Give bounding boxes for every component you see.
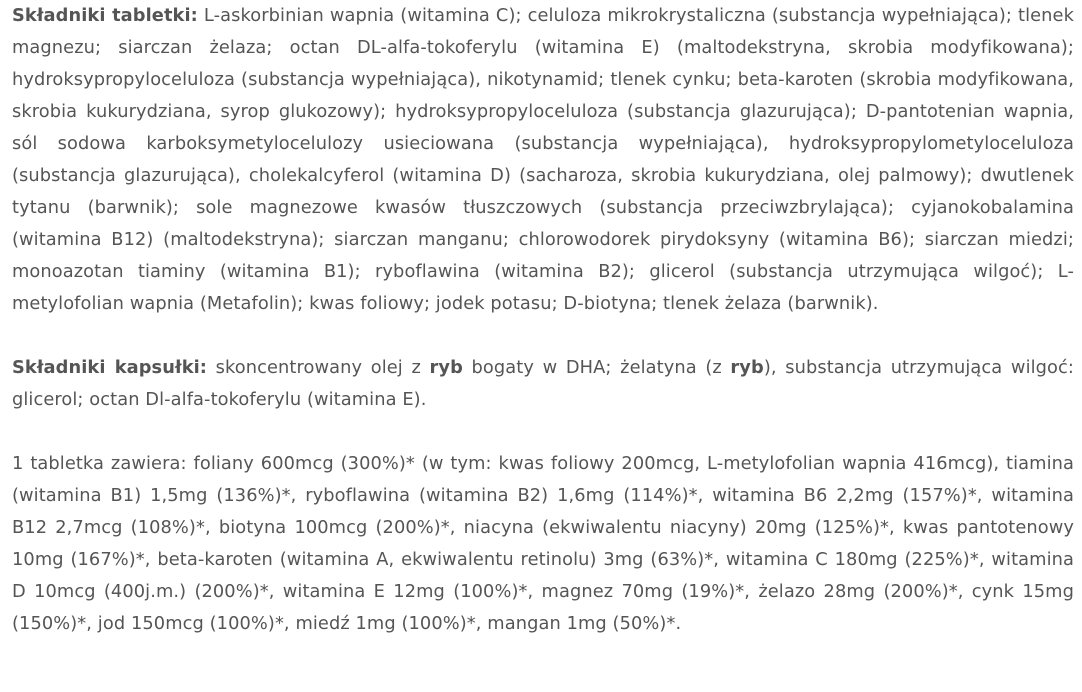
tablet-ingredients-text: L-askorbinian wapnia (witamina C); celuloza mikrokrystaliczna (substancja wypełniająca); tlenek magnezu; siarczan żelaza; octan DL-alfa-tokoferylu (witamina E) (maltodekstryna, skrobia modyfikowana); hydroksypropyloceluloza (substancja wypełniająca), nikotynamid; tlenek cynku; beta-karoten (skrobia modyfikowana, skrobia kukurydziana, syrop glukozowy); hydroksypropyloceluloza (substancja glazurująca); D-pantotenian wapnia, sól sodowa karboksymetylocelulozy usieciowana (substancja wypełniająca), hydroksypropylometyloceluloza (substancja glazurująca), cholekalcyferol (witamina D) (sacharoza, skrobia kukurydziana, olej palmowy); dwutlenek tytanu (barwnik); sole magnezowe kwasów tłuszczowych (substancja przeciwzbrylająca); cyjanokobalamina (witamina B12) (maltodekstryna); siarczan manganu; chlorowodorek pirydoksyny (witamina B6); siarczan miedzi; monoazotan tiaminy (witamina B1); ryboflawina (witamina B2); glicerol (substancja utrzymująca wilgoć); L-metylofolian wapnia (Metafolin); kwas foliowy; jodek potasu; D-biotyna; tlenek żelaza (barwnik). bbox=[12, 5, 1074, 314]
allergen-fish-2: ryb bbox=[730, 357, 764, 378]
tablet-ingredients-paragraph bbox=[12, 0, 1074, 320]
allergen-fish-1: ryb bbox=[429, 357, 463, 378]
tablet-ingredients-label: Składniki tabletki: bbox=[12, 5, 198, 26]
capsule-ingredients-label: Składniki kapsułki: bbox=[12, 357, 208, 378]
tablet-contents-paragraph: 1 tabletka zawiera: foliany 600mcg (300%)* (w tym: kwas foliowy 200mcg, L-metylofolian wapnia 416mcg), tiamina (witamina B1) 1,5mg (136%)*, ryboflawina (witamina B2) 1,6mg (114%)*, witamina B6 2,2mg (157%)*, witamina B12 2,7mcg (108%)*, biotyna 100mcg (200%)*, niacyna (ekwiwalentu niacyny) 20mg (125%)*, kwas pantotenowy 10mg (167%)*, beta-karoten (witamina A, ekwiwalentu retinolu) 3mg (63%)*, witamina C 180mg (225%)*, witamina D 10mcg (400j.m.) (200%)*, witamina E 12mg (100%)*, magnez 70mg (19%)*, żelazo 28mg (200%)*, cynk 15mg (150%)*, jod 150mcg (100%)*, miedź 1mg (100%)*, mangan 1mg (50%)*. bbox=[12, 453, 1074, 634]
capsule-text-part-2: bogaty w DHA; żelatyna (z bbox=[462, 357, 731, 378]
capsule-ingredients-paragraph bbox=[12, 352, 1074, 416]
capsule-text-part-3: ), substancja utrzymująca wilgoć: glicerol; octan Dl-alfa-tokoferylu (witamina E). bbox=[12, 357, 1074, 410]
product-description bbox=[12, 0, 1074, 640]
paragraph-spacer bbox=[12, 320, 1074, 352]
capsule-text-part-1: skoncentrowany olej z bbox=[207, 357, 430, 378]
paragraph-spacer bbox=[12, 416, 1074, 448]
